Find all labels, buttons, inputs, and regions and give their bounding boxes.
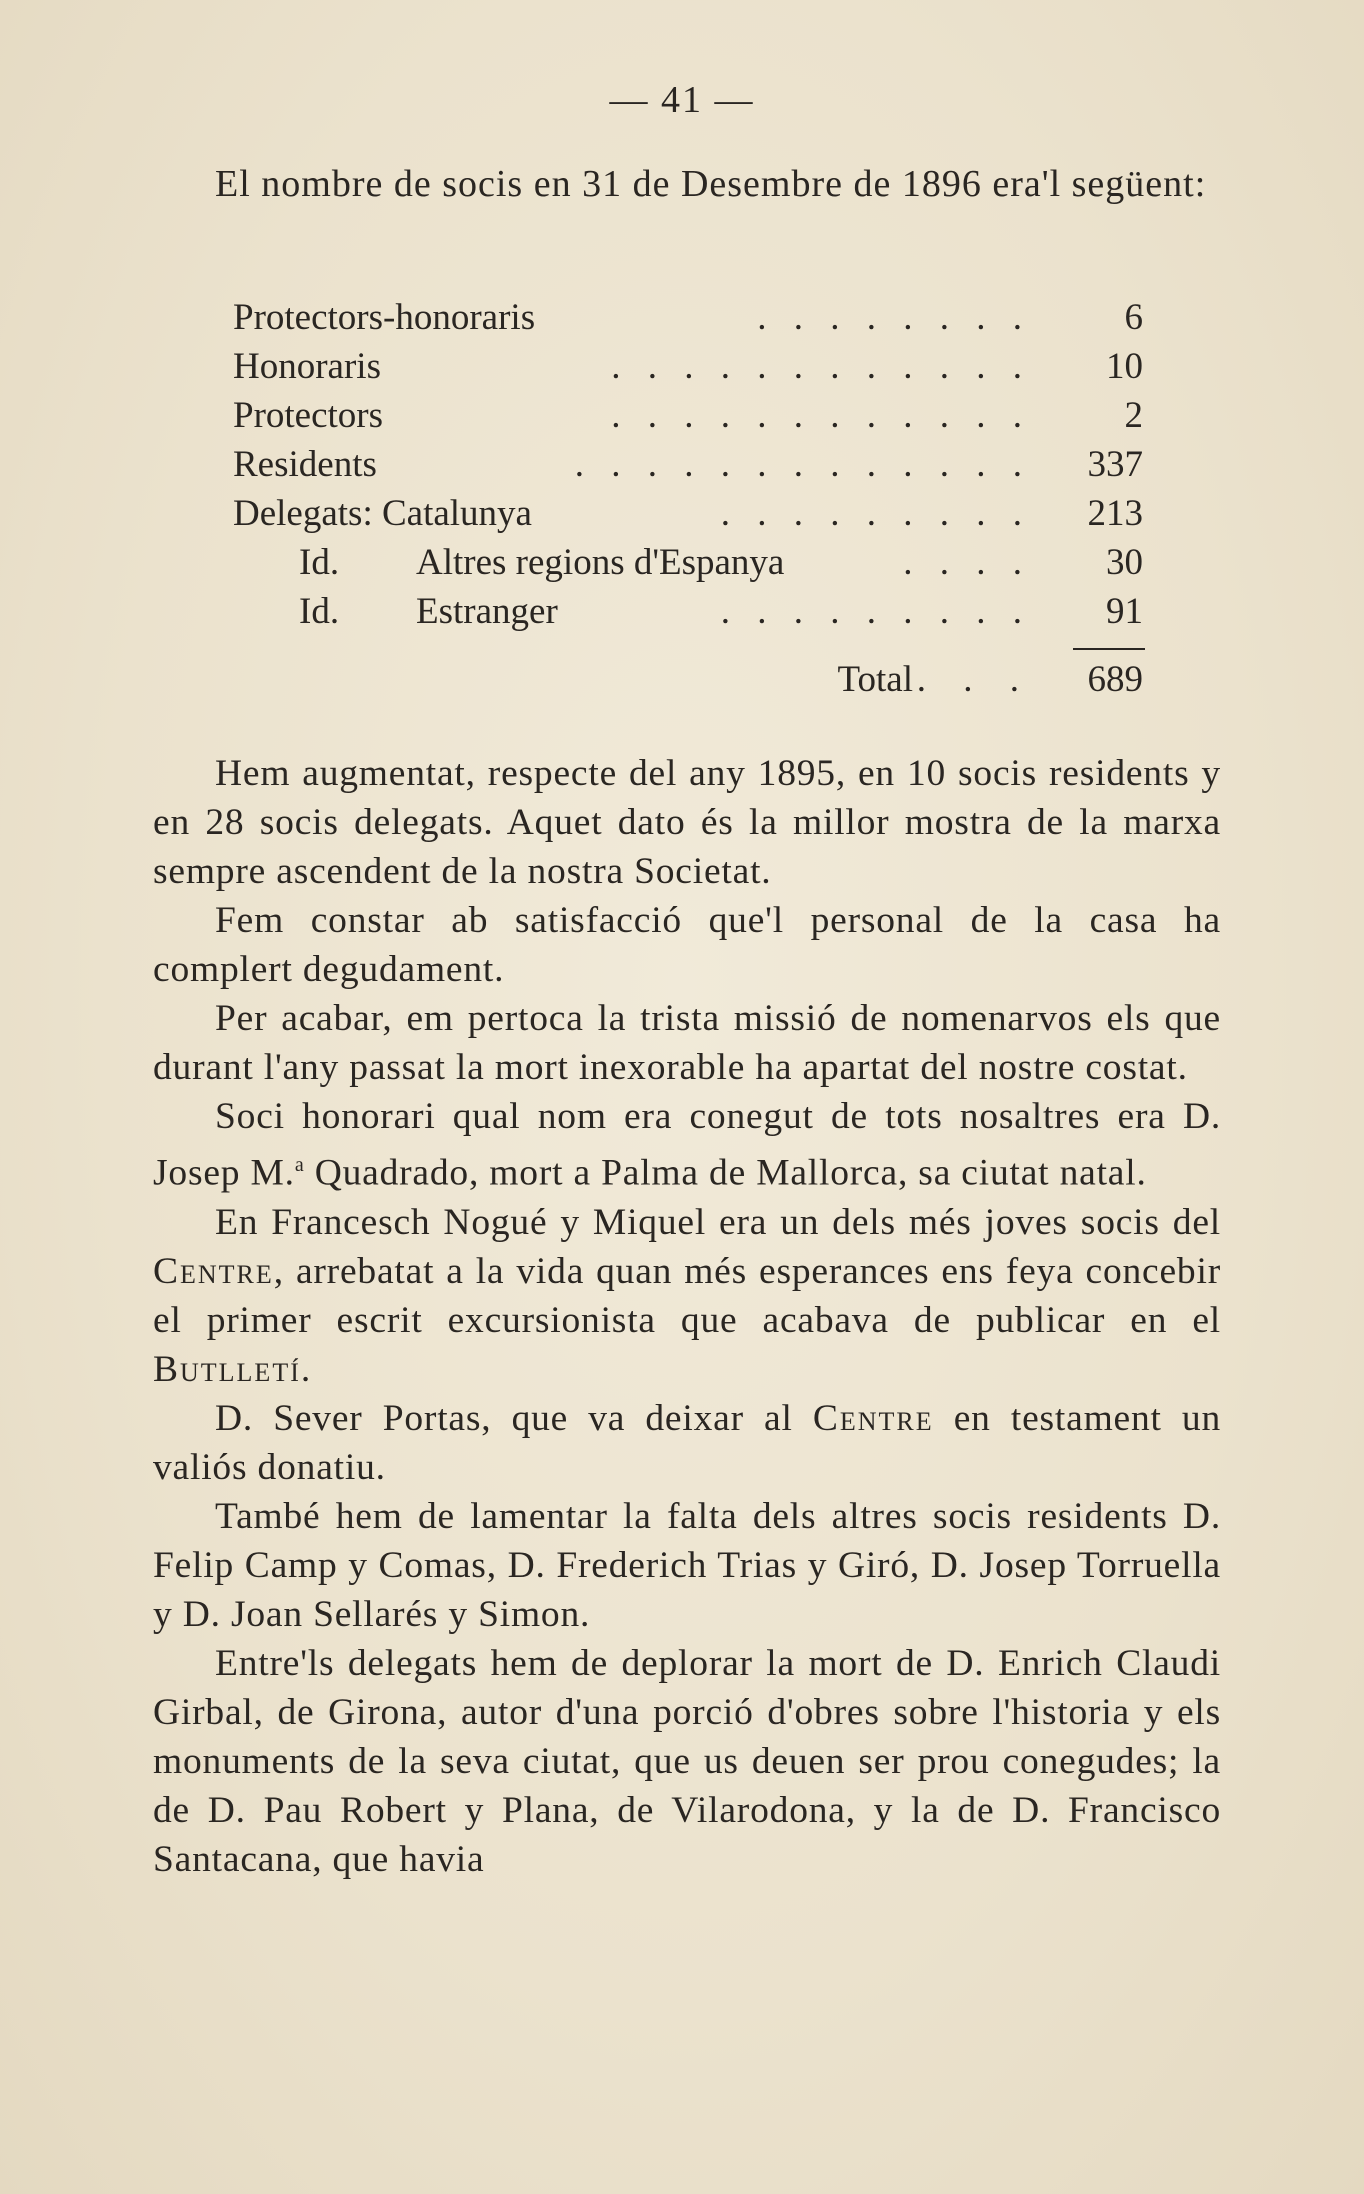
intro-sentence: El nombre de socis en 31 de Desembre de 1896 era'l següent:	[215, 163, 1207, 205]
paragraph-5-part-b: , arrebatat a la vida quan més esperances ens feya concebir el primer escrit excursionista que acabava de publicar en el	[153, 1250, 1221, 1341]
total-leader-dots: . . .	[916, 659, 1033, 700]
paragraph-4	[153, 1092, 1221, 1198]
members-row-protectors-honoraris	[233, 293, 1153, 342]
row-value: 213	[1087, 493, 1143, 534]
paragraph-5	[153, 1198, 1221, 1394]
row-leader-dots: . . . . . . . . . . . .	[611, 395, 1031, 436]
row-leader-dots: . . . . . . . . . . . . .	[574, 444, 1031, 485]
paragraph-6-part-b: en testament un valiós donatiu.	[153, 1397, 1221, 1488]
row-label: Honoraris	[233, 346, 381, 387]
row-id-label: Id.	[299, 542, 340, 583]
row-value: 10	[1106, 346, 1143, 387]
paragraph-4-part-a: Soci honorari qual nom era conegut de tots nosaltres era D. Josep M.	[153, 1096, 1221, 1194]
members-row-protectors	[233, 391, 1153, 440]
members-total-row	[233, 655, 1153, 704]
row-leader-dots: . . . .	[903, 542, 1031, 583]
paragraph-5-part-a: En Francesch Nogué y Miquel era un dels més joves socis del	[215, 1201, 1221, 1243]
row-value: 30	[1106, 542, 1143, 583]
intro-text	[153, 160, 1221, 209]
paragraph-5-part-c: .	[300, 1348, 312, 1390]
paragraph-6	[153, 1394, 1221, 1492]
paragraph-5-butlleti: Butlletí	[153, 1348, 301, 1390]
row-label: Estranger	[416, 591, 558, 632]
members-row-residents	[233, 440, 1153, 489]
row-value: 6	[1124, 297, 1143, 338]
sum-rule	[1073, 648, 1145, 650]
row-label: Protectors-honoraris	[233, 297, 536, 338]
paragraph-8: Entre'ls delegats hem de deplorar la mort de D. Enrich Claudi Girbal, de Girona, autor d'una porció d'obres sobre l'historia y els monuments de la seva ciutat, que us deuen ser prou conegudes; la de D. Pau Robert y Plana, de Vilarodona, y la de D. Francisco Santacana, que havia	[153, 1642, 1221, 1880]
row-value: 337	[1087, 444, 1143, 485]
page-number: — 41 —	[609, 79, 755, 121]
row-value: 2	[1124, 395, 1143, 436]
total-value: 689	[1087, 659, 1143, 700]
row-leader-dots: . . . . . . . . .	[720, 591, 1031, 632]
row-label: Altres regions d'Espanya	[416, 542, 785, 583]
paragraph-3: Per acabar, em pertoca la trista missió de nomenarvos els que durant l'any passat la mort inexorable ha apartat del nostre costat.	[153, 998, 1221, 1088]
paragraph-4-part-b: Quadrado, mort a Palma de Mallorca, sa ciutat natal.	[304, 1152, 1147, 1194]
row-label: Protectors	[233, 395, 384, 436]
row-label: Residents	[233, 444, 377, 485]
paragraph-5-centre: Centre	[153, 1250, 274, 1292]
row-leader-dots: . . . . . . . . . . . .	[611, 346, 1031, 387]
paragraph-1: Hem augmentat, respecte del any 1895, en 10 socis residents y en 28 socis delegats. Aquet dato és la millor mostra de la marxa sempre ascendent de la nostra Societat.	[153, 753, 1221, 892]
row-label: Delegats: Catalunya	[233, 493, 532, 534]
body-text	[153, 749, 1221, 1884]
members-row-altres-regions	[233, 538, 1153, 587]
paragraph-6-part-a: D. Sever Portas, que va deixar al	[215, 1397, 813, 1439]
paragraph-4-superscript: a	[294, 1154, 305, 1176]
paragraph-2: Fem constar ab satisfacció que'l personal de la casa ha complert degudament.	[153, 900, 1221, 990]
row-id-label: Id.	[299, 591, 340, 632]
total-label: Total	[837, 659, 913, 700]
row-leader-dots: . . . . . . . .	[757, 297, 1031, 338]
row-leader-dots: . . . . . . . . .	[720, 493, 1031, 534]
members-row-honoraris	[233, 342, 1153, 391]
members-row-estranger	[233, 587, 1153, 636]
row-value: 91	[1106, 591, 1143, 632]
paragraph-6-centre: Centre	[812, 1397, 934, 1439]
paragraph-7: També hem de lamentar la falta dels altres socis residents D. Felip Camp y Comas, D. Frederich Trias y Giró, D. Josep Torruella y D. Joan Sellarés y Simon.	[153, 1495, 1221, 1635]
members-row-delegats-catalunya	[233, 489, 1153, 538]
